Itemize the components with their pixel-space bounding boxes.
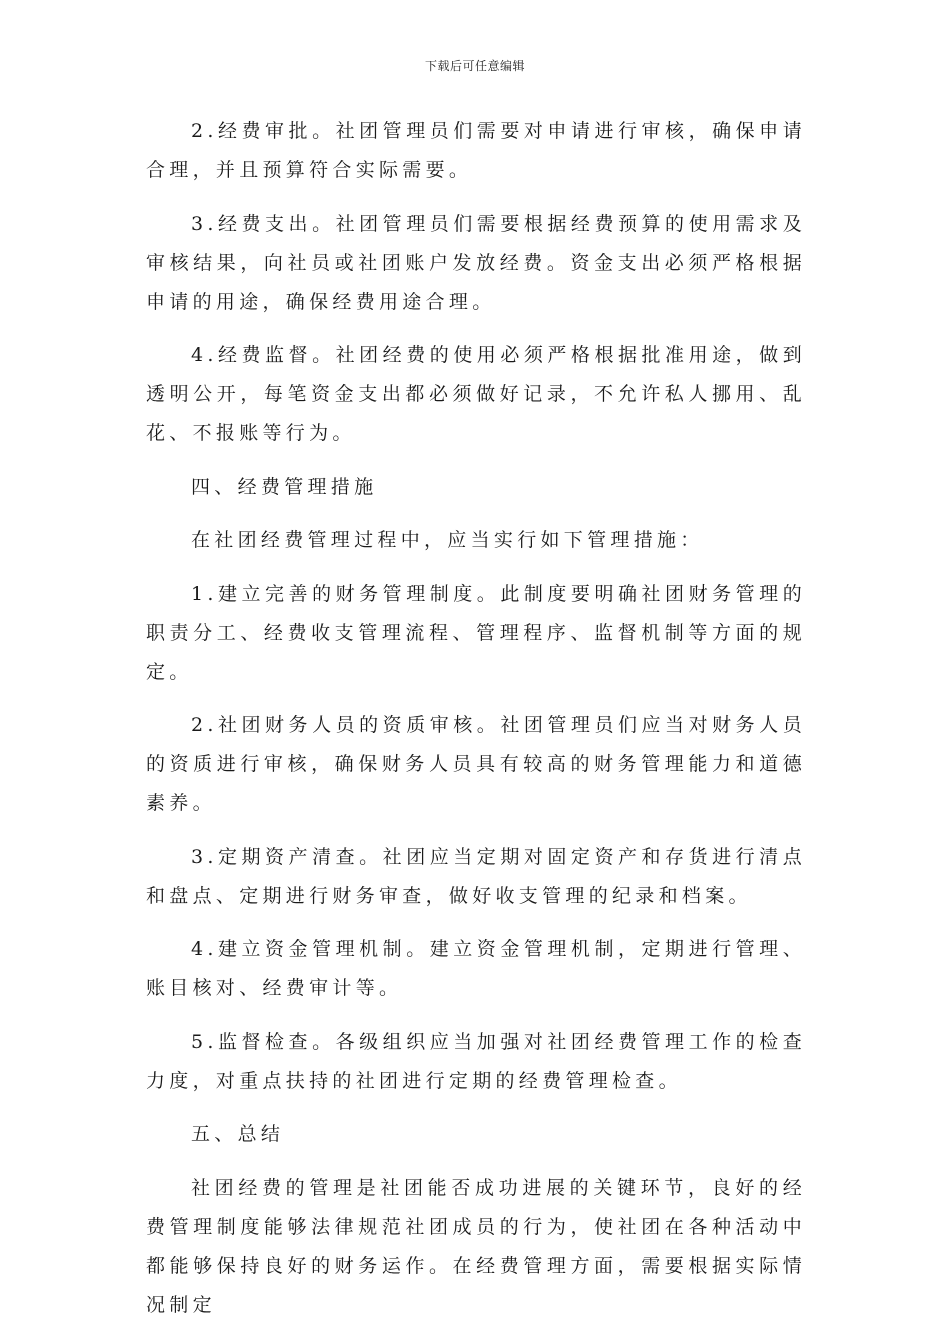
paragraph-expenditure: 3.经费支出。社团管理员们需要根据经费预算的使用需求及审核结果，向社员或社团账户发放经费。资金支出必须严格根据申请的用途，确保经费用途合理。 — [146, 212, 806, 313]
page-header-note: 下载后可任意编辑 — [424, 59, 525, 73]
paragraph-measures-intro: 在社团经费管理过程中，应当实行如下管理措施： — [191, 529, 704, 551]
section-heading-measures: 四、经费管理措施 — [191, 475, 378, 498]
paragraph-measure-4: 4.建立资金管理机制。建立资金管理机制，定期进行管理、账目核对、经费审计等。 — [146, 938, 806, 999]
paragraph-summary: 社团经费的管理是社团能否成功进展的关键环节，良好的经费管理制度能够法律规范社团成员的行为，使社团在各种活动中都能够保持良好的财务运作。在经费管理方面，需要根据实际情况制定 — [146, 1176, 806, 1316]
paragraph-measure-2: 2.社团财务人员的资质审核。社团管理员们应当对财务人员的资质进行审核，确保财务人员具有较高的财务管理能力和道德素养。 — [146, 714, 806, 814]
paragraph-measure-1: 1.建立完善的财务管理制度。此制度要明确社团财务管理的职责分工、经费收支管理流程、管理程序、监督机制等方面的规定。 — [146, 582, 806, 683]
paragraph-measure-3: 3.定期资产清查。社团应当定期对固定资产和存货进行清点和盘点、定期进行财务审查，做好收支管理的纪录和档案。 — [146, 845, 806, 907]
paragraph-measure-5: 5.监督检查。各级组织应当加强对社团经费管理工作的检查力度，对重点扶持的社团进行定期的经费管理检查。 — [146, 1030, 806, 1092]
paragraph-supervision: 4.经费监督。社团经费的使用必须严格根据批准用途，做到透明公开，每笔资金支出都必须做好记录，不允许私人挪用、乱花、不报账等行为。 — [146, 344, 806, 444]
section-heading-summary: 五、总结 — [191, 1123, 285, 1145]
paragraph-approval: 2.经费审批。社团管理员们需要对申请进行审核，确保申请合理，并且预算符合实际需要。 — [146, 120, 806, 181]
document-body — [146, 112, 806, 1339]
